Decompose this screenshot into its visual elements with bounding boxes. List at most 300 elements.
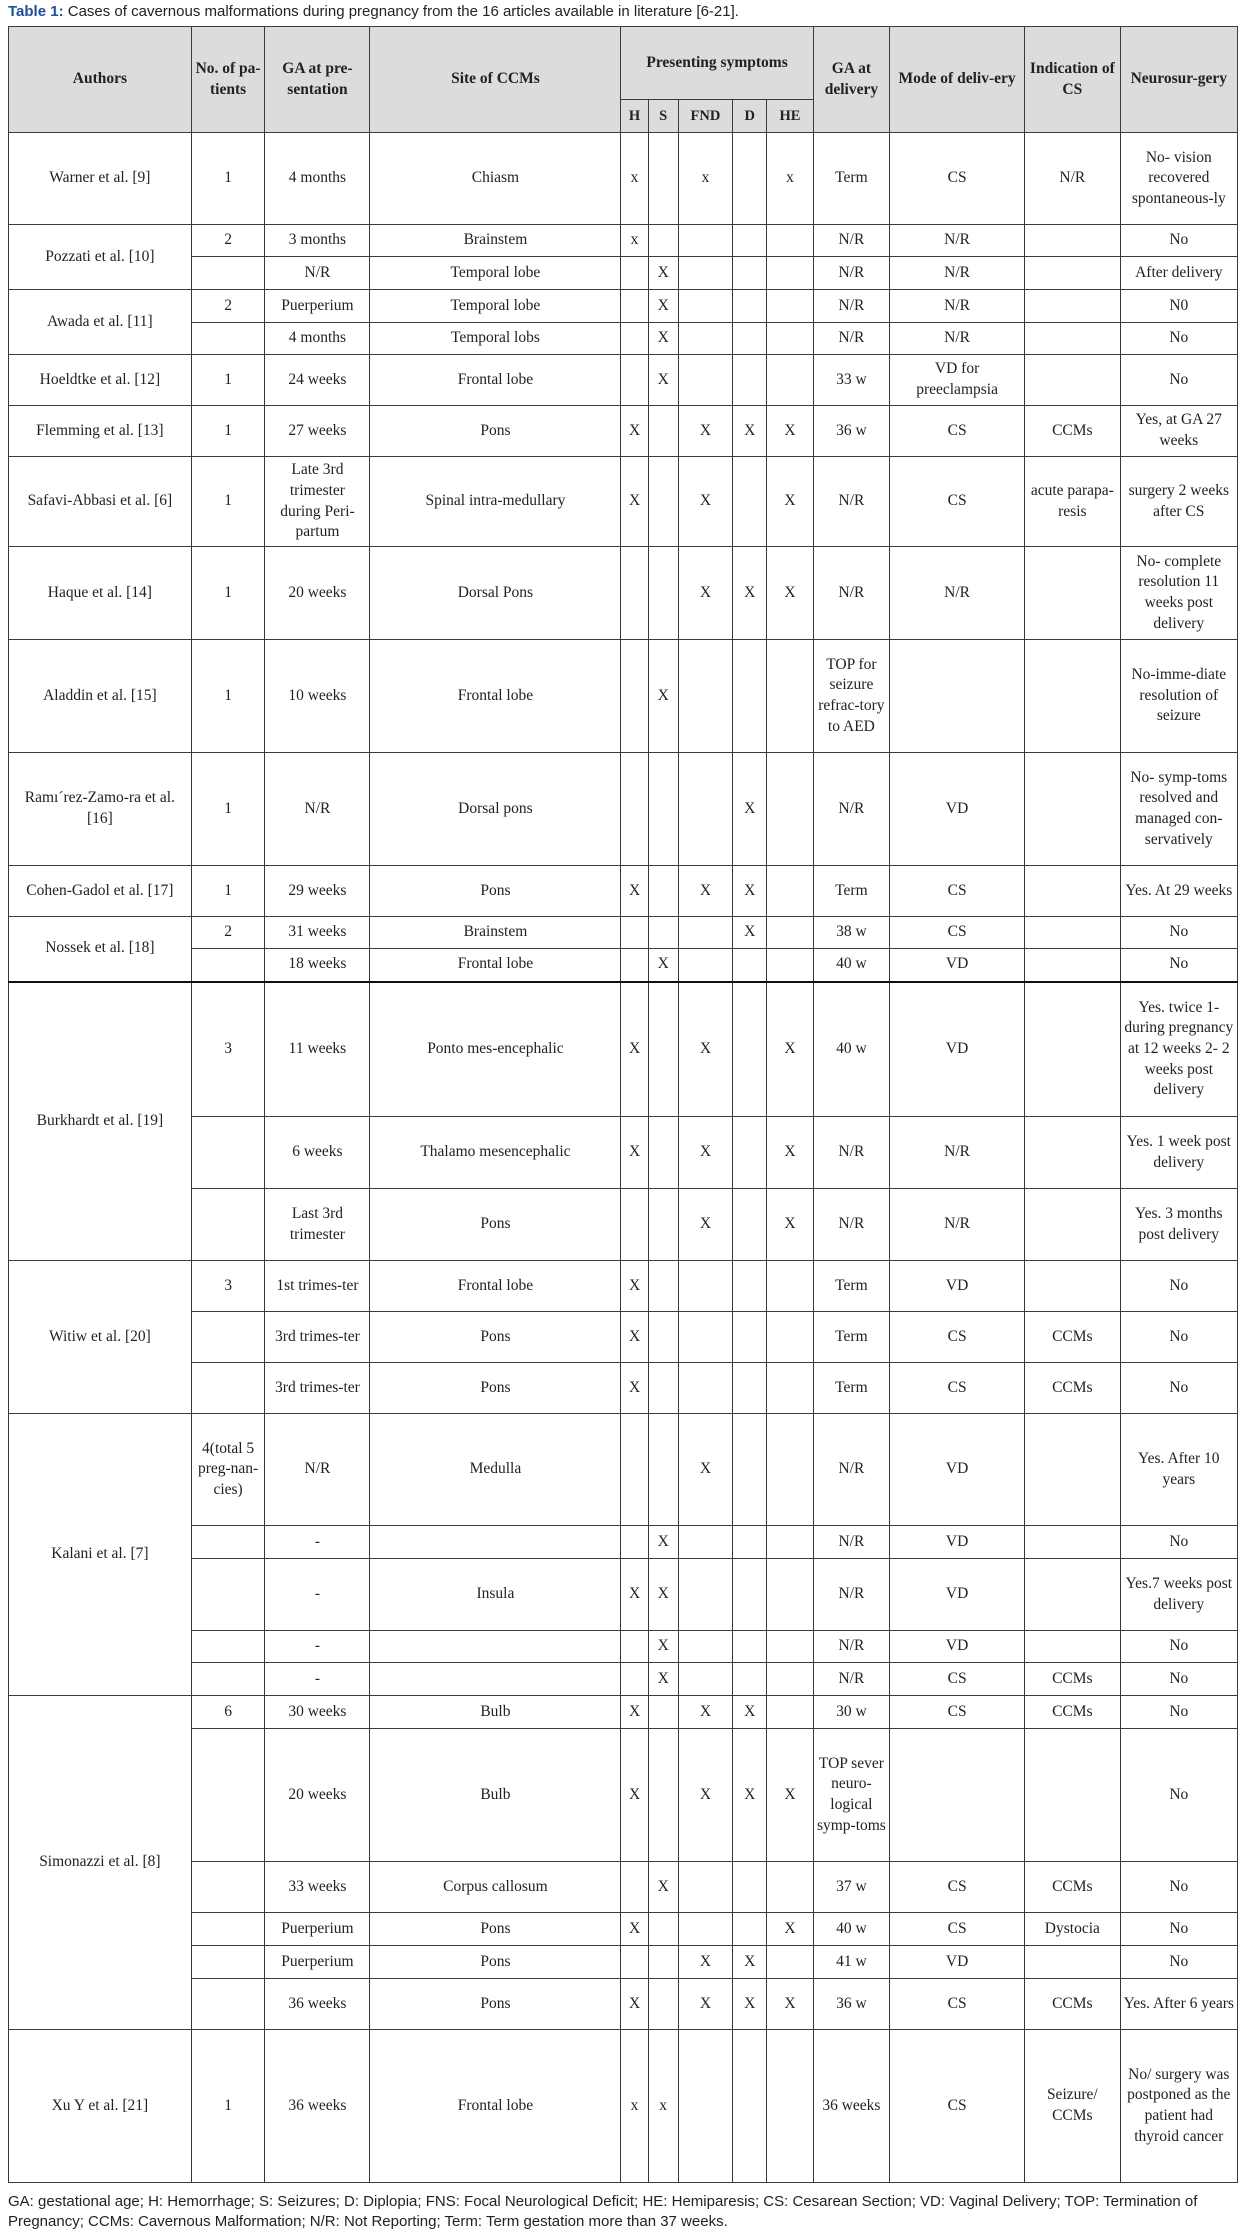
table-cell (191, 1312, 265, 1363)
table-cell: X (767, 406, 813, 457)
table-cell (1025, 225, 1120, 257)
table-cell (191, 1729, 265, 1862)
table-cell (191, 1526, 265, 1559)
table-cell (767, 1696, 813, 1729)
table-cell: Yes, at GA 27 weeks (1120, 406, 1237, 457)
table-cell (678, 917, 733, 949)
table-cell: No (1120, 1913, 1237, 1946)
table-cell: No (1120, 225, 1237, 257)
table-cell: N/R (813, 753, 889, 866)
table-cell: CS (890, 1979, 1025, 2030)
table-cell (648, 753, 678, 866)
table-cell: CCMs (1025, 1312, 1120, 1363)
table-cell: 1 (191, 2030, 265, 2183)
table-cell: 40 w (813, 1913, 889, 1946)
subheader-fnd: FND (678, 100, 733, 133)
table-cell (1025, 290, 1120, 323)
table-cell: Frontal lobe (370, 949, 621, 982)
table-cell: Thalamo mesencephalic (370, 1117, 621, 1189)
table-cell: X (621, 1729, 648, 1862)
table-cell: x (767, 133, 813, 225)
table-cell (370, 1663, 621, 1696)
table-cell: Temporal lobe (370, 290, 621, 323)
table-cell (767, 1559, 813, 1631)
table-cell: 6 weeks (265, 1117, 370, 1189)
table-cell: Term (813, 1363, 889, 1414)
table-cell: - (265, 1631, 370, 1663)
table-row (9, 1189, 1238, 1261)
table-cell (733, 1414, 767, 1526)
table-cell (733, 1862, 767, 1913)
table-cell (1025, 1729, 1120, 1862)
table-cell: X (678, 866, 733, 917)
table-cell (621, 1526, 648, 1559)
table-cell: X (648, 355, 678, 406)
table-cell: 11 weeks (265, 982, 370, 1117)
table-cell: No- vision recovered spontaneous-ly (1120, 133, 1237, 225)
table-cell: X (648, 1526, 678, 1559)
table-cell: X (733, 917, 767, 949)
table-cell: X (767, 1189, 813, 1261)
table-cell: Frontal lobe (370, 355, 621, 406)
table-cell: Puerperium (265, 290, 370, 323)
table-row (9, 225, 1238, 257)
table-cell: No- complete resolution 11 weeks post delivery (1120, 547, 1237, 640)
table-cell: X (621, 1261, 648, 1312)
author-cell: Ramı´rez-Zamo-ra et al. [16] (9, 753, 192, 866)
table-cell (733, 1261, 767, 1312)
table-row (9, 1631, 1238, 1663)
table-cell (733, 355, 767, 406)
header-symptoms: Presenting symptoms (621, 27, 813, 100)
table-cell (733, 1631, 767, 1663)
table-cell: X (648, 323, 678, 355)
table-cell (648, 982, 678, 1117)
table-cell (678, 1913, 733, 1946)
table-cell: VD (890, 982, 1025, 1117)
table-cell (733, 640, 767, 753)
table-cell (733, 225, 767, 257)
table-cell: 40 w (813, 949, 889, 982)
table-cell (648, 1979, 678, 2030)
table-cell: 1 (191, 406, 265, 457)
table-cell (621, 323, 648, 355)
table-cell: x (648, 2030, 678, 2183)
table-cell: 2 (191, 225, 265, 257)
table-cell: Temporal lobe (370, 257, 621, 290)
table-cell: 24 weeks (265, 355, 370, 406)
table-cell: N/R (813, 1631, 889, 1663)
table-cell: X (678, 1946, 733, 1979)
table-cell: X (733, 1979, 767, 2030)
table-cell: X (733, 1946, 767, 1979)
table-cell: X (621, 406, 648, 457)
table-cell: No (1120, 1261, 1237, 1312)
table-cell: surgery 2 weeks after CS (1120, 457, 1237, 547)
table-cell: 1st trimes-ter (265, 1261, 370, 1312)
table-cell: VD (890, 1414, 1025, 1526)
table-cell (1025, 1946, 1120, 1979)
table-cell: VD (890, 1631, 1025, 1663)
table-cell (621, 1414, 648, 1526)
table-cell: No (1120, 1312, 1237, 1363)
table-cell (1025, 917, 1120, 949)
table-cell: 37 w (813, 1862, 889, 1913)
table-cell: 6 (191, 1696, 265, 1729)
table-cell (191, 1189, 265, 1261)
table-cell: X (767, 547, 813, 640)
table-footnote: GA: gestational age; H: Hemorrhage; S: Seizures; D: Diplopia; FNS: Focal Neurological Deficit; HE: Hemiparesis; CS: Cesarean Section; VD: Vaginal Delivery; TOP: Termination of Pregnancy; CCMs: Cavernous Malformation; N/R: Not Reporting; Term: Term gestation more than 37 weeks. (8, 2193, 1198, 2230)
table-row (9, 866, 1238, 917)
author-cell: Nossek et al. [18] (9, 917, 192, 982)
table-cell: N/R (265, 753, 370, 866)
table-cell (733, 1117, 767, 1189)
table-cell: 4 months (265, 323, 370, 355)
table-cell: X (621, 866, 648, 917)
table-cell (191, 1913, 265, 1946)
subheader-he: HE (767, 100, 813, 133)
table-cell: CS (890, 133, 1025, 225)
table-cell: 29 weeks (265, 866, 370, 917)
table-cell: Seizure/ CCMs (1025, 2030, 1120, 2183)
table-cell (678, 753, 733, 866)
table-row (9, 949, 1238, 982)
table-cell: CS (890, 457, 1025, 547)
table-cell: CS (890, 1913, 1025, 1946)
table-cell: No (1120, 1526, 1237, 1559)
table-cell: X (678, 547, 733, 640)
table-cell (621, 640, 648, 753)
table-cell (648, 1913, 678, 1946)
subheader-s: S (648, 100, 678, 133)
table-cell: 36 weeks (265, 2030, 370, 2183)
table-cell (678, 1312, 733, 1363)
table-cell: X (767, 457, 813, 547)
table-cell: X (767, 1979, 813, 2030)
table-cell: N/R (813, 457, 889, 547)
table-row (9, 1414, 1238, 1526)
header-neurosurgery: Neurosur-gery (1120, 27, 1237, 133)
table-cell: Yes. twice 1- during pregnancy at 12 weeks 2- 2 weeks post delivery (1120, 982, 1237, 1117)
subheader-h: H (621, 100, 648, 133)
table-cell: X (621, 1559, 648, 1631)
table-cell: N/R (813, 290, 889, 323)
table-cell (621, 257, 648, 290)
table-cell: VD (890, 1559, 1025, 1631)
table-cell: N/R (813, 547, 889, 640)
table-cell (767, 290, 813, 323)
table-cell: Brainstem (370, 225, 621, 257)
table-cell: Pons (370, 866, 621, 917)
table-cell: Puerperium (265, 1946, 370, 1979)
table-row (9, 1946, 1238, 1979)
table-cell: X (621, 1312, 648, 1363)
table-label: Table 1: (8, 3, 64, 20)
table-cell: N/R (890, 323, 1025, 355)
table-cell: 27 weeks (265, 406, 370, 457)
table-cell (1025, 1117, 1120, 1189)
table-title: Cases of cavernous malformations during pregnancy from the 16 articles available in literature [6-21]. (67, 3, 739, 20)
table-cell: X (648, 1663, 678, 1696)
header-site: Site of CCMs (370, 27, 621, 133)
table-cell: N0 (1120, 290, 1237, 323)
table-cell (621, 1663, 648, 1696)
table-cell: TOP for seizure refrac-tory to AED (813, 640, 889, 753)
table-cell (648, 225, 678, 257)
table-cell: X (678, 982, 733, 1117)
table-cell (648, 1696, 678, 1729)
table-cell: N/R (1025, 133, 1120, 225)
table-cell (648, 1312, 678, 1363)
table-row (9, 1729, 1238, 1862)
table-caption (8, 3, 1236, 21)
table-cell: X (733, 1729, 767, 1862)
table-cell (678, 1862, 733, 1913)
table-cell: CCMs (1025, 1979, 1120, 2030)
table-cell: Term (813, 133, 889, 225)
table-cell: 18 weeks (265, 949, 370, 982)
table-cell: 1 (191, 640, 265, 753)
table-cell (767, 355, 813, 406)
table-cell: After delivery (1120, 257, 1237, 290)
author-cell: Pozzati et al. [10] (9, 225, 192, 290)
table-cell: Pons (370, 1312, 621, 1363)
table-cell: 33 weeks (265, 1862, 370, 1913)
author-cell: Witiw et al. [20] (9, 1261, 192, 1414)
table-cell (767, 1631, 813, 1663)
table-cell (733, 1913, 767, 1946)
table-cell: VD (890, 949, 1025, 982)
table-row (9, 290, 1238, 323)
table-cell: 3 months (265, 225, 370, 257)
table-cell: X (621, 1696, 648, 1729)
table-cell (733, 2030, 767, 2183)
table-cell: 10 weeks (265, 640, 370, 753)
table-cell (1025, 1526, 1120, 1559)
table-cell: No (1120, 917, 1237, 949)
table-row (9, 323, 1238, 355)
table-cell (621, 1862, 648, 1913)
table-cell: Pons (370, 406, 621, 457)
header-indication: Indication of CS (1025, 27, 1120, 133)
table-cell (733, 457, 767, 547)
table-cell: N/R (890, 225, 1025, 257)
table-row (9, 2030, 1238, 2183)
table-cell: Yes. After 6 years (1120, 1979, 1237, 2030)
table-cell (678, 1363, 733, 1414)
table-cell: - (265, 1559, 370, 1631)
table-cell: acute parapa-resis (1025, 457, 1120, 547)
table-row (9, 917, 1238, 949)
table-cell (890, 640, 1025, 753)
table-cell: X (733, 866, 767, 917)
table-cell: 41 w (813, 1946, 889, 1979)
table-row (9, 1663, 1238, 1696)
table-cell (678, 2030, 733, 2183)
table-cell (191, 1559, 265, 1631)
table-cell: N/R (813, 225, 889, 257)
table-cell: Medulla (370, 1414, 621, 1526)
table-cell (767, 257, 813, 290)
table-cell: Frontal lobe (370, 1261, 621, 1312)
table-cell: 2 (191, 917, 265, 949)
table-cell (648, 133, 678, 225)
table-row (9, 406, 1238, 457)
table-cell: Yes. 3 months post delivery (1120, 1189, 1237, 1261)
table-cell (733, 1363, 767, 1414)
table-cell: 38 w (813, 917, 889, 949)
table-cell: CS (890, 2030, 1025, 2183)
table-cell (1025, 1559, 1120, 1631)
table-cell: X (621, 1979, 648, 2030)
author-cell: Simonazzi et al. [8] (9, 1696, 192, 2030)
table-cell: Frontal lobe (370, 640, 621, 753)
table-cell: N/R (890, 1189, 1025, 1261)
table-cell: CS (890, 1312, 1025, 1363)
table-cell: N/R (265, 257, 370, 290)
table-cell (1025, 982, 1120, 1117)
table-row (9, 1862, 1238, 1913)
table-cell: X (733, 406, 767, 457)
table-cell: CCMs (1025, 1663, 1120, 1696)
table-cell: 31 weeks (265, 917, 370, 949)
table-cell (191, 1117, 265, 1189)
header-authors: Authors (9, 27, 192, 133)
table-cell (648, 1414, 678, 1526)
table-cell: X (621, 457, 648, 547)
table-cell (678, 1559, 733, 1631)
table-cell: Yes. After 10 years (1120, 1414, 1237, 1526)
table-cell: 3 (191, 982, 265, 1117)
table-cell: 1 (191, 457, 265, 547)
table-cell: x (621, 225, 648, 257)
table-cell: No (1120, 949, 1237, 982)
table-row (9, 257, 1238, 290)
table-cell: Ponto mes-encephalic (370, 982, 621, 1117)
table-cell (191, 323, 265, 355)
cases-table (8, 26, 1238, 2183)
table-cell: 20 weeks (265, 547, 370, 640)
table-cell: N/R (813, 257, 889, 290)
author-cell: Flemming et al. [13] (9, 406, 192, 457)
table-cell (648, 866, 678, 917)
table-cell: 4(total 5 preg-nan-cies) (191, 1414, 265, 1526)
table-cell (191, 1663, 265, 1696)
table-cell: CCMs (1025, 1862, 1120, 1913)
table-cell: X (678, 457, 733, 547)
table-cell: Yes.7 weeks post delivery (1120, 1559, 1237, 1631)
table-row (9, 547, 1238, 640)
table-row (9, 1696, 1238, 1729)
table-cell: Yes. At 29 weeks (1120, 866, 1237, 917)
table-cell: TOP sever neuro-logical symp-toms (813, 1729, 889, 1862)
table-cell: CCMs (1025, 1696, 1120, 1729)
table-cell: X (678, 1414, 733, 1526)
table-cell: 4 months (265, 133, 370, 225)
table-cell: N/R (890, 290, 1025, 323)
table-row (9, 640, 1238, 753)
table-cell (733, 1189, 767, 1261)
table-cell: Late 3rd trimester during Peri-partum (265, 457, 370, 547)
table-cell (733, 1559, 767, 1631)
table-cell (678, 355, 733, 406)
table-cell (191, 1631, 265, 1663)
table-cell: N/R (890, 1117, 1025, 1189)
table-cell: Bulb (370, 1729, 621, 1862)
table-cell (621, 1631, 648, 1663)
table-cell: 3 (191, 1261, 265, 1312)
table-cell (1025, 257, 1120, 290)
table-cell (621, 917, 648, 949)
subheader-d: D (733, 100, 767, 133)
table-cell: 2 (191, 290, 265, 323)
table-cell (370, 1526, 621, 1559)
table-cell: X (648, 949, 678, 982)
header-ga-delivery: GA at delivery (813, 27, 889, 133)
table-cell (678, 257, 733, 290)
table-cell (678, 323, 733, 355)
table-cell: CS (890, 917, 1025, 949)
table-cell: CS (890, 866, 1025, 917)
table-cell: No (1120, 1631, 1237, 1663)
table-cell: X (648, 1862, 678, 1913)
table-cell: X (648, 640, 678, 753)
table-cell: X (621, 1363, 648, 1414)
table-cell: Dystocia (1025, 1913, 1120, 1946)
table-cell (767, 753, 813, 866)
author-cell: Cohen-Gadol et al. [17] (9, 866, 192, 917)
table-cell (890, 1729, 1025, 1862)
table-cell: N/R (890, 547, 1025, 640)
table-cell (678, 1526, 733, 1559)
author-cell: Xu Y et al. [21] (9, 2030, 192, 2183)
table-cell (621, 1189, 648, 1261)
table-cell: CS (890, 1862, 1025, 1913)
table-cell: Chiasm (370, 133, 621, 225)
table-cell: 36 weeks (813, 2030, 889, 2183)
table-cell: N/R (813, 1559, 889, 1631)
table-cell: Term (813, 1312, 889, 1363)
author-cell: Safavi-Abbasi et al. [6] (9, 457, 192, 547)
table-cell (767, 640, 813, 753)
table-cell: No (1120, 1862, 1237, 1913)
table-cell (767, 1862, 813, 1913)
table-row (9, 1312, 1238, 1363)
table-cell: Yes. 1 week post delivery (1120, 1117, 1237, 1189)
table-cell (648, 1117, 678, 1189)
table-cell (733, 257, 767, 290)
table-cell: X (733, 753, 767, 866)
table-cell (733, 290, 767, 323)
table-row (9, 1979, 1238, 2030)
table-cell: X (678, 1696, 733, 1729)
table-cell: X (767, 1913, 813, 1946)
table-cell: No-imme-diate resolution of seizure (1120, 640, 1237, 753)
table-cell: Temporal lobs (370, 323, 621, 355)
table-cell: X (621, 1913, 648, 1946)
table-cell (1025, 547, 1120, 640)
table-cell (621, 355, 648, 406)
table-cell (648, 1363, 678, 1414)
table-cell: Pons (370, 1913, 621, 1946)
table-cell: Puerperium (265, 1913, 370, 1946)
table-cell: X (648, 1559, 678, 1631)
table-cell: No (1120, 323, 1237, 355)
author-cell: Awada et al. [11] (9, 290, 192, 355)
table-cell (733, 323, 767, 355)
table-cell: X (767, 1117, 813, 1189)
author-cell: Haque et al. [14] (9, 547, 192, 640)
